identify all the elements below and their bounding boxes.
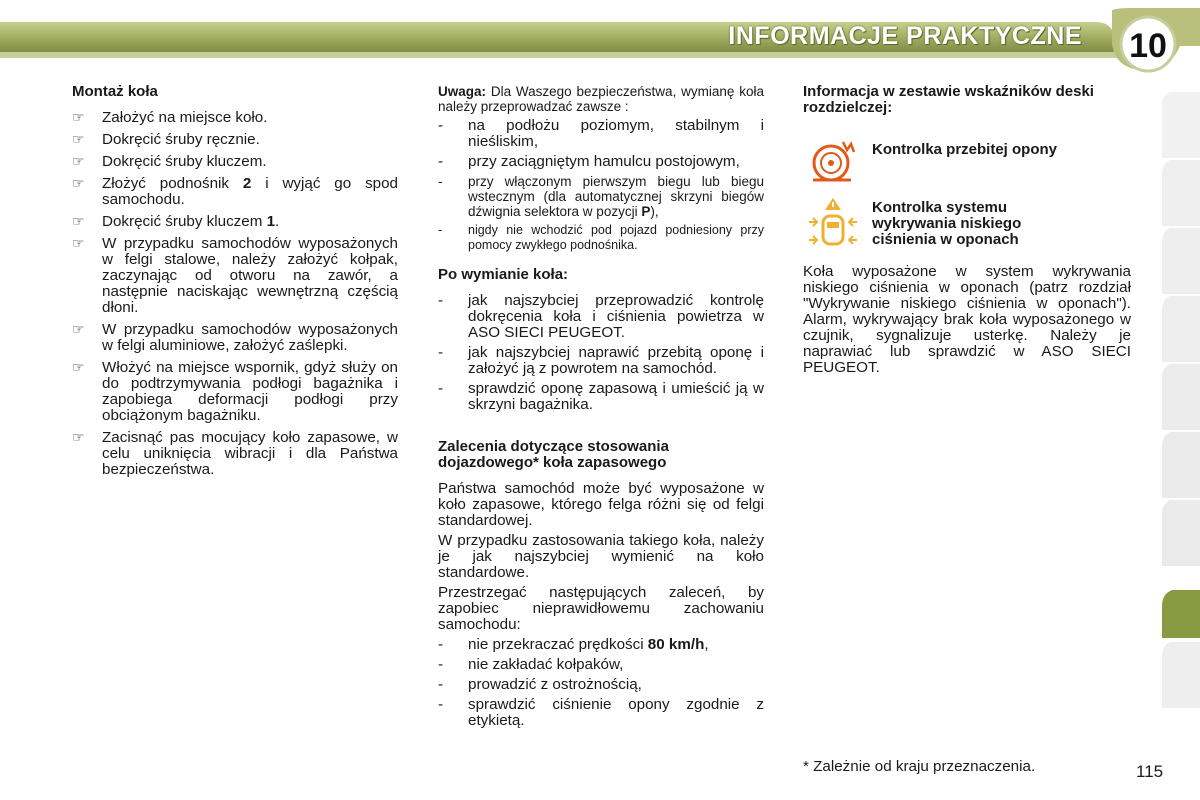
- punctured-tyre-icon: [807, 136, 859, 186]
- list-item: - na podłożu poziomym, stabilnym i nieśliskim,: [438, 117, 764, 150]
- column-1: [72, 84, 398, 484]
- paragraph: Koła wyposażone w system wykrywania niskiego ciśnienia w oponach (patrz rozdział "Wykrywanie niskiego ciśnienia w oponach"). Alarm, wykrywający brak koła wyposażonego w czujnik, sygnalizuje usterkę. Należy je naprawiać lub sprawdzić w ASO SIECI PEUGEOT.: [803, 263, 1131, 376]
- pointing-hand-icon: ☞: [72, 131, 85, 147]
- pointing-hand-icon: ☞: [72, 429, 85, 445]
- list-item: ☞ Dokręcić śruby kluczem.: [72, 153, 267, 170]
- after-change-list: [438, 293, 764, 413]
- indicator-label: Kontrolka przebitej opony: [872, 141, 1058, 158]
- list-item: - prowadzić z ostrożnością,: [438, 676, 642, 693]
- pointing-hand-icon: ☞: [72, 153, 85, 169]
- page-title: INFORMACJE PRAKTYCZNE: [728, 22, 1082, 50]
- footnote: * Zależnie od kraju przeznaczenia.: [803, 758, 1036, 775]
- list-item: - jak najszybciej naprawić przebitą oponę i założyć ją z powrotem na samochód.: [438, 344, 764, 377]
- list-item: - nie zakładać kołpaków,: [438, 656, 624, 673]
- safety-note: Uwaga: Dla Waszego bezpieczeństwa, wymianę koła należy przeprowadzać zawsze :: [438, 84, 764, 114]
- pointing-hand-icon: ☞: [72, 321, 85, 337]
- list-item: - sprawdzić ciśnienie opony zgodnie z etykietą.: [438, 696, 764, 729]
- list-item: - przy zaciągniętym hamulcu postojowym,: [438, 153, 740, 170]
- paragraph: Państwa samochód może być wyposażone w koło zapasowe, którego felga różni się od felgi standardowej.: [438, 480, 764, 529]
- list-item: ☞ Złożyć podnośnik 2 i wyjąć go spod samochodu.: [72, 175, 398, 208]
- pointing-hand-icon: ☞: [72, 359, 85, 375]
- paragraph: W przypadku zastosowania takiego koła, należy je jak najszybciej wymienić na koło standardowe.: [438, 532, 764, 581]
- list-item: ☞ Dokręcić śruby kluczem 1.: [72, 213, 280, 230]
- list-item: ☞ Zacisnąć pas mocujący koło zapasowe, w celu uniknięcia wibracji i dla Państwa bezpieczeństwa.: [72, 429, 398, 478]
- pointing-hand-icon: ☞: [72, 235, 85, 251]
- list-item: ☞ Dokręcić śruby ręcznie.: [72, 131, 260, 148]
- section-heading: Zalecenia dotyczące stosowania dojazdowego* koła zapasowego: [438, 438, 669, 471]
- wheel-mount-steps: [72, 110, 398, 478]
- list-item: ☞ W przypadku samochodów wyposażonych w felgi aluminiowe, założyć zaślepki.: [72, 321, 398, 354]
- list-item: - jak najszybciej przeprowadzić kontrolę dokręcenia koła i ciśnienia powietrza w ASO SIECI PEUGEOT.: [438, 292, 764, 341]
- pointing-hand-icon: ☞: [72, 109, 85, 125]
- section-heading: Po wymianie koła:: [438, 266, 569, 283]
- indicator-label: Kontrolka systemu wykrywania niskiego ciśnienia w oponach: [872, 199, 1022, 248]
- indicator-punctured-tyre: [803, 136, 1131, 188]
- recommendation-list: [438, 637, 764, 729]
- paragraph: Przestrzegać następujących zaleceń, by zapobiec nieprawidłowemu zachowaniu samochodu:: [438, 584, 764, 633]
- section-heading: Montaż koła: [72, 83, 158, 100]
- column-2: [438, 84, 764, 733]
- pointing-hand-icon: ☞: [72, 175, 85, 191]
- header-band: [0, 0, 1200, 70]
- safety-note-list: [438, 118, 764, 253]
- pointing-hand-icon: ☞: [72, 213, 85, 229]
- column-3: [803, 84, 1131, 380]
- list-item: ☞ Założyć na miejsce koło.: [72, 109, 268, 126]
- chapter-number: 10: [1129, 27, 1167, 65]
- indicator-low-pressure: [803, 198, 1131, 260]
- list-item: ☞ W przypadku samochodów wyposażonych w felgi stalowe, należy założyć kołpak, zaczynając od otworu na zawór, a następnie naciskając wewnętrzną częścią dłoni.: [72, 235, 398, 316]
- list-item: - sprawdzić oponę zapasową i umieścić ją w skrzyni bagażnika.: [438, 380, 764, 413]
- list-item: ☞ Włożyć na miejsce wspornik, gdyż służy on do podtrzymywania podłogi bagażnika i zapobiega deformacji podłogi przy obciążonym bagażniku.: [72, 359, 398, 424]
- page-number: 115: [1136, 762, 1164, 781]
- chapter-tabs: [1160, 92, 1200, 722]
- list-item: - nie przekraczać prędkości 80 km/h,: [438, 636, 709, 653]
- tyre-pressure-warning-icon: [807, 196, 859, 256]
- section-heading: Informacja w zestawie wskaźników deski rozdzielczej:: [803, 83, 1094, 116]
- list-item: - nigdy nie wchodzić pod pojazd podniesiony przy pomocy zwykłego podnośnika.: [438, 223, 764, 252]
- list-item: - przy włączonym pierwszym biegu lub biegu wstecznym (dla automatycznej skrzyni biegów dźwignia selektora w pozycji P),: [438, 174, 764, 219]
